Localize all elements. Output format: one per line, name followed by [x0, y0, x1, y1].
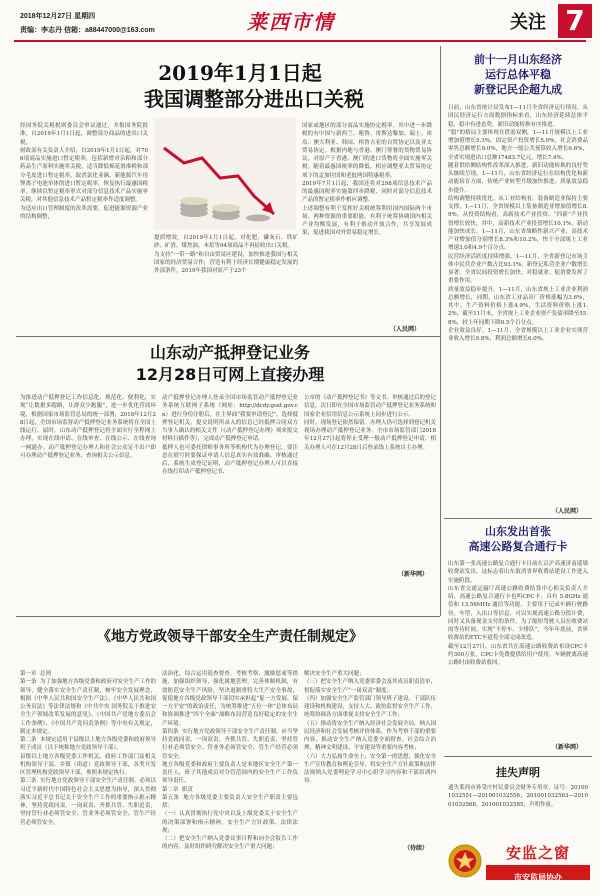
article1-col3: 国家或地区的部分商品实施协定税率。其中进一步降税的有中国与新西兰、秘鲁、哥斯达黎加、瑞士、冰岛、澳大利亚、韩国、格鲁吉亚的自贸协定以及亚太贸易协定。根据内地与香港、澳门签署的货物贸易协议，对原产于香港、澳门的进口货物将全面实施零关税。随着最惠国税率的降低，相应调整亚太贸易协定项下的孟加拉国和老挝两国特惠税率。 2019年7月1日起，我国还将对298项信息技术产品的最惠国税率实施第四步降税，同时对部分信息技术产品的暂定税率作相应调整。 上述调整有利于发挥好关税统筹利用国内国际两个市场、两种资源的重要职能，有利于统筹协调国内相关产业均衡发展，有利于推动开放合作，共享发展成果，促进我国对外贸易稳定增长。	[302, 123, 432, 237]
column-divider	[440, 46, 441, 616]
article2-title	[20, 342, 440, 386]
masthead-logo: 莱西市情	[247, 10, 335, 34]
notice-title: 挂失声明	[496, 766, 540, 779]
page-number-box	[558, 4, 592, 38]
article2-col3: 公章的《动产抵押登记书》等文书。审核通过后的登记信息，次日即在全国市场监管动产抵押登记业务系统和国家企业信用信息公示系统上同步进行公示。 同时，现场登记依然保留。办理人仍可选择到登记机关现场办理动产抵押登记业务。全市市场监管部门2018年12月27日起将停止受理一般动产抵押登记申请，相关办理人可在12月28日后登录线上系统自主办理。	[304, 395, 436, 451]
sidebar2-title-line2: 高速公路复合通行卡	[468, 540, 568, 553]
editor-line: 责编：李志丹 信箱：a88447000@163.com	[20, 27, 155, 34]
sidebar2-title	[446, 524, 590, 554]
divider-left-2	[16, 616, 440, 617]
masthead-rule	[14, 40, 586, 42]
sidebar2-text: 山东第一张高速公路复合通行卡日前在京沪高速济南遥墙收费站发出，这标志着山东取消省界收费站建设工作进入实施阶段。 山东省交通运输厅高速公路收费结算中心相关负责人介绍，高速公路复合通行卡也叫CPC卡，具有 5.8GHz 通信和 13.56MHz 通信等功能，主要用于记录车辆行驶路径、车型、入出口等信息，可以实现高速公路分段计费，同时又具备现金支付的条件。为了缩短驾驶人员在收费站的等待时间，实现“不停车、少排队”，今年年底前，省界收费站的ETC车道将全部完成改造。 截至12月27日，山东省共在高速公路收费站布设CPC卡约300万张。CPC卡免费提供给用户使用，车辆驶离高速公路时由收费站收回。	[448, 561, 588, 666]
graph-icon	[154, 118, 296, 230]
section-label: 关注	[510, 12, 546, 33]
article3-title: 《地方党政领导干部安全生产责任制规定》	[97, 629, 363, 645]
safety-banner	[446, 842, 592, 890]
article1-title	[20, 60, 460, 112]
masthead	[10, 4, 592, 44]
sidebar1-text: 日前，山东省统计局发布1—11月全省经济运行情况。从国民经济运行方面数据指标来看，山东经济延续总体平稳、稳中有进态势，新旧动能转换有序推进。 “稳”的格局主要体现在供需双侧，1—11月规模以上工业增加值增长5.3%，固定资产投资增长5.0%，社会消费品零售总额增长9.0%，地方一般公共预算收入增长6.6%，全省实现进出口总额17483.7亿元，增长7.4%。 随着供给侧结构性改革深入推进，新旧动能转换的良好势头继续呈现，1—11月，山东省经济运行在结构优化和新动能培育方面，传统产业转型升级加快推进、质量效益稳步提升。 结构调整持续优化。从工业结构看，装备制造业保持主要支撑，1—11月，全省规模以上装备制造业增加值增长8.9%。从投资结构看，高新技术产业投资、“四新”产业投资增长较快，其中，高新技术产业投资增长10.1%，新动能加快成长。1—11月，山东省战略性新兴产业、高技术产业增加值分别增长8.3%和10.2%，快于全部规上工业增速3.0和4.9个百分点。 民营经济活跃度持续增强。1—11月，全省新登记市场主体中民营企业户数占比93.1%，新登记私营企业户数增长显著，全省民间投资增长加快，对稳就业、促消费发挥了重要作用。 质量效益稳步提升。1—11月，山东省规上工业企业利润总额增长，同期，山东省工业品出厂价格涨幅为3.6%，其中，生产资料价格上涨4.9%，生活资料价格上涨1.2%。截至11月末，全省规上工业企业资产负债率降至55.8%，较上年同期下降0.5个百分点。 企业效益良好。1—11月，全省规模以上工业企业实现营业收入增长9.8%，利润总额增长6.0%。	[448, 105, 588, 342]
article2-col1: 为推进动产抵押登记工作信息化、规范化、便利化，实现“让数据多跑路，让群众少跑腿”，进一步优化营商环境，根据国家市场监管总局的统一部署，2018年12月28日起，全国市场监督动产抵押登记业务系统将在全国上线运行。届时，山东动产抵押登记将全面实行全程网上办理，实现在线申请、在线审查、在线公示、在线查询一网通办。动产抵押登记办理人和社会公众足不出户即可办理动产抵押登记业务、查询相关公示信息。	[20, 395, 156, 459]
article3-col1: 第一章 总则 第一条 为了加强地方各级党委和政府对安全生产工作的领导，健全落实安全生产责任制，树牢安全发展理念，根据《中华人民共和国安全生产法》、《中华人民共和国公务员法》等法律法规和《中共中央 国务院关于推进安全生产领域改革发展的意见》、《中国共产党地方委员会工作条例》、《中国共产党问责条例》等中央有关规定，制定本规定。 第二条 本规定适用于县级以上地方各级党委和政府领导班子成员（以下统称地方党政领导干部）。 县级以上地方各级党委工作机关、政府工作部门及相关机构领导干部，乡镇（街道）党政领导干部，各类开发区管理机构党政领导干部，参照本规定执行。 第三条 实行地方党政领导干部安全生产责任制，必须以习近平新时代中国特色社会主义思想为指导，深入贯彻落实习近平总书记关于安全生产工作的重要指示批示精神，坚持党政同责、一岗双责、齐抓共管、失职追责，坚持管行业必须管安全、管业务必须管安全、管生产经营必须管安全。	[20, 671, 156, 826]
sidebar1-byline: （人民网）	[552, 508, 583, 515]
page-number: 7	[565, 4, 585, 37]
sidebar1-title	[446, 52, 590, 97]
divider-left-1	[16, 336, 440, 337]
sidebar2-title-line1: 山东发出首张	[485, 525, 551, 538]
article2-col2: 动产抵押登记办理人登录全国市场监管动产抵押登记业务系统互联网子系统（网址：http://dcdy.gsxt.gov.cn）进行身份注册后，在主界面“我要申请登记”，选择抵押登记机关，提交说明所录入的信息已经抵押合同双方当事人确认的相关文件（《动产抵押登记办理》须来报交材料扫描件等），完成动产抵押登记申请。 抵押人也可委托律师事务所等机构代为办理登记，要注意在填写时要保证申请人信息真实有效准确。审核通过后，系统生成登记证明，动产抵押登记办理人可以直接在线打印动产抵押登记书、	[162, 395, 298, 476]
article2-byline: （新华网）	[398, 571, 429, 578]
article1-col2: 提质增效，自2019年1月1日起，对化肥、磷灰石、铁矿砂、矿渣、煤焦油、木浆等94项商品不再征收出口关税。 为支持“一带一路”和自由贸易区建设，加快推进我国与相关国家的经济贸易合作，营造有利于经济长期健康稳定发展的外部条件，2019年我国对原产于23个	[154, 235, 298, 274]
article1-title-line1: 2019年1月1日起	[158, 61, 322, 85]
article3-byline: （待续）	[404, 845, 429, 852]
article3-col3: 解决安全生产重大问题； （三）把安全生产纳入党委常委会及其成员职责清单，督促落实安全生产“一岗双责”制度； （四）加强安全生产监管部门领导班子建设、干部队伍建设和机构建设，支持人大、政协监督安全生产工作，统筹协调各方面重视支持安全生产工作； （五）推动将安全生产纳入经济社会发展全局，纳入国民经济和社会发展考核评价体系，作为考察干部的重要内容，推动安全生产纳入党委全面督查、社会综合治理、精神文明建设、平安建设等重要内容考核； （六）大力弘扬生命至上、安全第一的思想，强化安全生产宣传教育和舆论引导，将安全生产方针政策和法律法规纳入党委理论学习中心组学习内容和干部培训内容。	[304, 671, 436, 785]
article1-byline: （人民网）	[390, 326, 421, 333]
emblem-icon	[448, 844, 482, 878]
sidebar1-title-line2: 运行总体平稳	[485, 68, 551, 81]
article2-title-line2: 12月28日可网上直接办理	[135, 365, 325, 384]
sidebar1-title-line3: 新登记民企超九成	[474, 83, 562, 96]
article1-title-line2: 我国调整部分进出口关税	[144, 87, 364, 111]
article3-col2: 法治化，综合运用巡查督查、考核考察、激励惩戒等措施，加强组织领导，强化属地管理，完善体制机制，有效防范安全生产风险，坚决遏制重特大生产安全事故，促使地方各级党政领导干部切实承担起“促一方发展、保一方平安”的政治责任，为统筹推进“五位一体”总体布局和协调推进“四个全面”战略布局营造良好稳定的安全生产环境。 第四条 实行地方党政领导干部安全生产责任制，应当坚持党政同责、一岗双责、齐抓共管、失职追责，坚持管行业必须管安全、管业务必须管安全、管生产经营必须管安全。 地方各级党委和政府主要负责人是本地区安全生产第一责任人，班子其他成员对分管范围内的安全生产工作负领导责任。 第二章 职责 第五条 地方各级党委主要负责人安全生产职责主要包括： （一）认真贯彻执行党中央以及上级党委关于安全生产的决策部署和指示精神，安全生产方针政策、法律法规； （二）把安全生产纳入党委议事日程和向全会报告工作的内容，及时组织研究解决安全生产重大问题；	[162, 671, 298, 851]
issue-date: 2018年12月27日 星期四	[20, 13, 96, 20]
article1-graphic	[154, 118, 296, 230]
banner-title: 安监之窗	[505, 844, 570, 862]
divider-right-2	[444, 756, 592, 757]
sidebar2-byline: （新华网）	[552, 744, 583, 751]
notice-text: 遗失莱西市孙受庄村民委员会财务专用章，证号：201001032551—201001032556，201001032563—201001032568，201001032585，声明作废。	[448, 785, 588, 808]
banner-subtitle: 市安监局协办	[514, 873, 562, 882]
sidebar1-title-line1: 前十一月山东经济	[474, 53, 562, 66]
article2-title-line1: 山东动产抵押登记业务	[149, 343, 310, 362]
divider-right-1	[444, 518, 592, 519]
banner-subtitle-box	[486, 865, 590, 880]
article1-col1: 经国务院关税税则委员会审议通过，并报国务院批准，自2019年1月1日起，调整部分商品的进出口关税。 财政部有关负责人介绍，自2019年1月1日起，对706项商品实施进口暂定税率，包括新增对杂粕和部分药品生产原料实施零关税，适当降低棉花滑准税和部分毛皮进口暂定税率，取消氯化亚砜、新能源汽车用锂离子电池单体的进口暂定税率，恢复执行最惠国税率。继续以暂定税率形式对部分信息技术产品实施零关税，对其他信息技术产品暂定税率作适度调整。 为适应出口管理制度的改革需要，促进能源资源产业的结构调整，	[20, 123, 148, 220]
